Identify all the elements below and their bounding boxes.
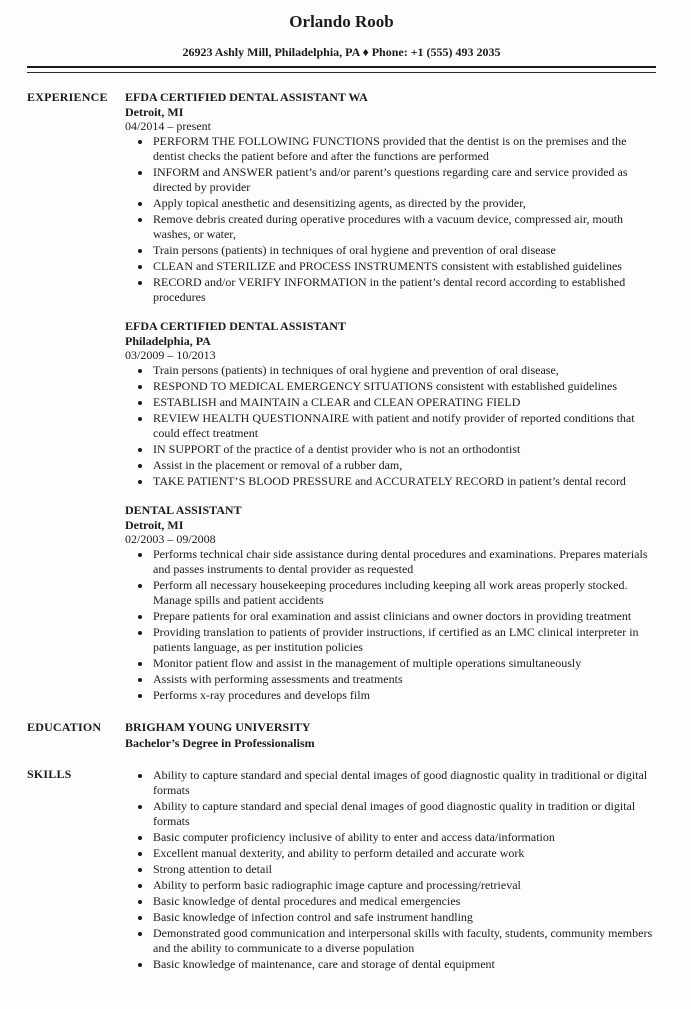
- job-bullet-item: • Train persons (patients) in techniques of oral hygiene and prevention of oral disease: [152, 243, 656, 258]
- job-bullets: [125, 547, 656, 703]
- skill-item: • Ability to capture standard and special denal images of good diagnostic quality in tradition or digital formats: [152, 799, 656, 829]
- job-title: DENTAL ASSISTANT: [125, 503, 242, 517]
- job-title: EFDA CERTIFIED DENTAL ASSISTANT WA: [125, 90, 368, 104]
- section-skills: [27, 767, 656, 973]
- job-entry: [125, 503, 656, 703]
- skill-item: • Basic knowledge of dental procedures and medical emergencies: [152, 894, 656, 909]
- skill-item: • Ability to perform basic radiographic image capture and processing/retrieval: [152, 878, 656, 893]
- job-bullet-item: • Train persons (patients) in techniques of oral hygiene and prevention of oral disease,: [152, 363, 656, 378]
- job-bullets: [125, 134, 656, 305]
- job-bullet-item: • Prepare patients for oral examination and assist clinicians and owner doctors in providing treatment: [152, 609, 656, 624]
- job-bullet-item: • RESPOND TO MEDICAL EMERGENCY SITUATIONS consistent with established guidelines: [152, 379, 656, 394]
- job-entry: [125, 90, 656, 305]
- skill-item: • Strong attention to detail: [152, 862, 656, 877]
- job-dates: 04/2014 – present: [125, 119, 211, 133]
- skill-item: • Basic knowledge of maintenance, care and storage of dental equipment: [152, 957, 656, 972]
- education-content: [125, 720, 656, 751]
- section-experience: [27, 90, 656, 704]
- experience-jobs: [125, 90, 656, 704]
- contact-line: 26923 Ashly Mill, Philadelphia, PA ♦ Phone: +1 (555) 493 2035: [182, 45, 501, 59]
- job-entry: [125, 319, 656, 489]
- job-bullet-item: • REVIEW HEALTH QUESTIONNAIRE with patient and notify provider of reported conditions that could effect treatment: [152, 411, 656, 441]
- skill-item: • Ability to capture standard and special dental images of good diagnostic quality in traditional or digital formats: [152, 768, 656, 798]
- job-bullet-item: • PERFORM THE FOLLOWING FUNCTIONS provided that the dentist is on the premises and the dentist checks the patient before and after the functions are performed: [152, 134, 656, 164]
- skills-list: [125, 768, 656, 972]
- job-bullet-item: • Monitor patient flow and assist in the management of multiple operations simultaneously: [152, 656, 656, 671]
- job-location: Philadelphia, PA: [125, 334, 211, 348]
- job-title: EFDA CERTIFIED DENTAL ASSISTANT: [125, 319, 346, 333]
- job-bullet-item: • IN SUPPORT of the practice of a dentist provider who is not an orthodontist: [152, 442, 656, 457]
- job-bullet-item: • Providing translation to patients of provider instructions, if certified as an LMC clinical interpreter in patients language, as per institution policies: [152, 625, 656, 655]
- job-bullets: [125, 363, 656, 489]
- job-bullet-item: • Performs x-ray procedures and develops film: [152, 688, 656, 703]
- job-bullet-item: • Perform all necessary housekeeping procedures including keeping all work areas properly stocked. Manage spills and patient accidents: [152, 578, 656, 608]
- skill-item: • Demonstrated good communication and interpersonal skills with faculty, students, community members and the ability to communicate to a diverse population: [152, 926, 656, 956]
- person-name: Orlando Roob: [289, 12, 394, 31]
- job-bullet-item: • Assists with performing assessments and treatments: [152, 672, 656, 687]
- job-location: Detroit, MI: [125, 518, 184, 532]
- job-bullet-item: • Assist in the placement or removal of a rubber dam,: [152, 458, 656, 473]
- skills-content: [125, 767, 656, 973]
- section-label-education: EDUCATION: [27, 720, 102, 734]
- section-label-experience: EXPERIENCE: [27, 90, 108, 104]
- header-divider: [27, 66, 656, 73]
- section-label-skills: SKILLS: [27, 767, 72, 781]
- section-education: [27, 720, 656, 751]
- job-bullet-item: • Apply topical anesthetic and desensitizing agents, as directed by the provider,: [152, 196, 656, 211]
- education-degree: Bachelor’s Degree in Professionalism: [125, 736, 315, 750]
- job-bullet-item: • Remove debris created during operative procedures with a vacuum device, compressed air, mouth washes, or water,: [152, 212, 656, 242]
- job-bullet-item: • CLEAN and STERILIZE and PROCESS INSTRUMENTS consistent with established guidelines: [152, 259, 656, 274]
- job-bullet-item: • INFORM and ANSWER patient’s and/or parent’s questions regarding care and service provided as directed by provider: [152, 165, 656, 195]
- resume-header: [27, 12, 656, 73]
- job-bullet-item: • Performs technical chair side assistance during dental procedures and examinations. Prepares materials and passes instruments to dental provider as requested: [152, 547, 656, 577]
- job-bullet-item: • ESTABLISH and MAINTAIN a CLEAR and CLEAN OPERATING FIELD: [152, 395, 656, 410]
- skill-item: • Basic computer proficiency inclusive of ability to enter and access data/information: [152, 830, 656, 845]
- resume-body: [27, 90, 656, 973]
- job-location: Detroit, MI: [125, 105, 184, 119]
- skill-item: • Excellent manual dexterity, and ability to perform detailed and accurate work: [152, 846, 656, 861]
- education-school: BRIGHAM YOUNG UNIVERSITY: [125, 720, 311, 734]
- job-dates: 03/2009 – 10/2013: [125, 348, 216, 362]
- job-bullet-item: • TAKE PATIENT’S BLOOD PRESSURE and ACCURATELY RECORD in patient’s dental record: [152, 474, 656, 489]
- job-dates: 02/2003 – 09/2008: [125, 532, 216, 546]
- job-bullet-item: • RECORD and/or VERIFY INFORMATION in the patient’s dental record according to established procedures: [152, 275, 656, 305]
- skill-item: • Basic knowledge of infection control and safe instrument handling: [152, 910, 656, 925]
